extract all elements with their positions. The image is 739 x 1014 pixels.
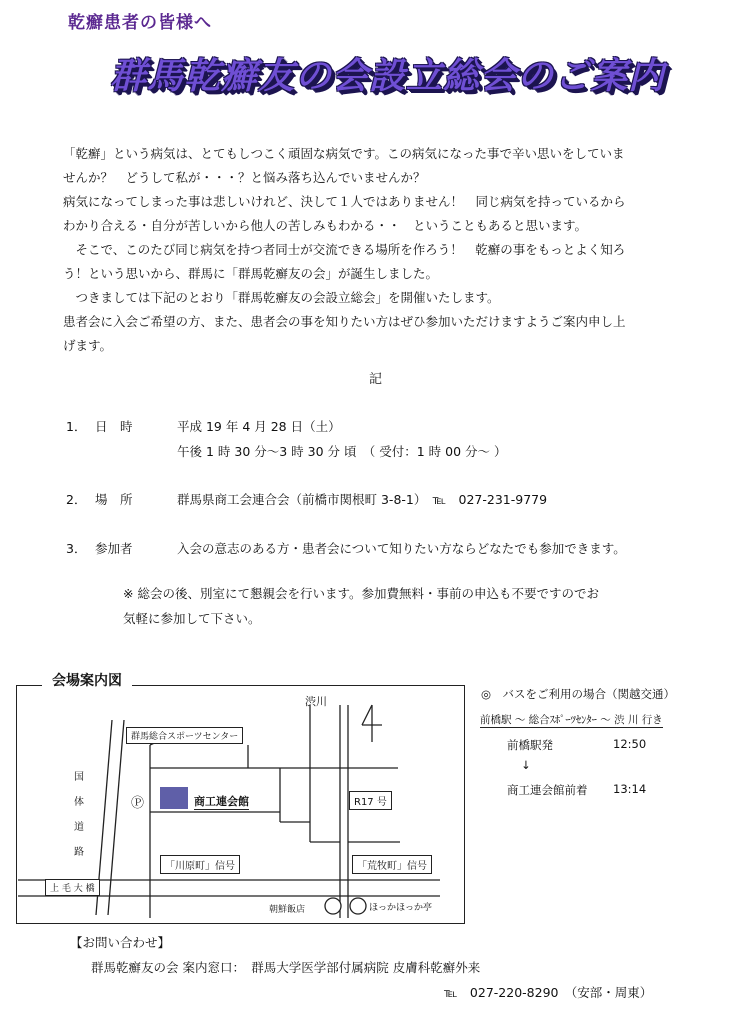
contact-tel: ℡ 027-220-8290 （安部・周東） (444, 985, 653, 1000)
intro-line: う！という思いから、群馬に「群馬乾癬友の会」が誕生しました。 (63, 266, 439, 281)
item-2-line-1: 群馬県商工会連合会（前橋市関根町 3-8-1） ℡ 027-231-9779 (177, 492, 548, 507)
item-3-line-1: 入会の意志のある方・患者会について知りたい方ならどなたでも参加できます。 (177, 541, 626, 556)
intro-line: 病気になってしまった事は悲しいけれど、決して１人ではありません！ 同じ病気を持っているから (63, 194, 626, 209)
label-shibukawa: 渋川 (305, 695, 327, 708)
item-1-label: 日 時 (95, 419, 133, 434)
bus-arrive-time: 13:14 (613, 782, 647, 796)
label-kokutai-4: 路 (74, 847, 84, 858)
item-2-label: 場 所 (95, 492, 133, 507)
arrow-down-icon: ↓ (521, 758, 531, 772)
north-mark (362, 705, 372, 725)
map-title: 会場案内図 (42, 670, 132, 690)
bus-arrive-label: 商工連会館前着 (507, 783, 588, 797)
label-kokutai-2: 体 (74, 797, 84, 808)
note-line-2: 気軽に参加して下さい。 (123, 611, 261, 626)
intro-line: わかり合える・自分が苦しいから他人の苦しみもわかる・・ ということもあると思います。 (63, 218, 588, 233)
intro-line: せんか？ どうして私が・・・？と悩み落ち込んでいませんか？ (63, 170, 426, 185)
label-kokutai-3: 道 (74, 822, 84, 833)
venue-marker (160, 787, 188, 809)
contact-heading: 【お問い合わせ】 (70, 935, 171, 950)
intro-line: つきましては下記のとおり「群馬乾癬友の会設立総会」を開催いたします。 (63, 290, 500, 305)
ki-heading: 記 (369, 372, 383, 387)
label-venue: 商工連会館 (194, 795, 249, 808)
intro-line: 「乾癬」という病気は、とてもしつこく頑固な病気です。この病気になった事で辛い思いをしていま (63, 146, 625, 161)
item-3-number: 3． (66, 541, 87, 556)
landmark-circle-chosen (325, 898, 341, 914)
label-kokutai-1: 国 (74, 772, 84, 783)
road-kokutai-edge (108, 720, 124, 915)
note-line-1: ※ 総会の後、別室にて懇親会を行います。参加費無料・事前の申込も不要ですのでお (123, 586, 599, 601)
contact-line: 群馬乾癬友の会 案内窓口： 群馬大学医学部付属病院 皮膚科乾癬外来 (91, 960, 481, 975)
label-sports-center: 群馬総合スポーツセンター (126, 727, 243, 744)
item-1-line-2: 午後 1 時 30 分～3 時 30 分 頃 （ 受付：1 時 00 分～ ） (177, 444, 507, 459)
parking-icon: Ⓟ (131, 796, 145, 811)
intro-line: 患者会に入会ご希望の方、また、患者会の事を知りたい方はぜひ参加いただけますようご案内申し上 (63, 314, 626, 329)
item-3-label: 参加者 (95, 541, 133, 556)
bus-depart-label: 前橋駅発 (507, 738, 553, 752)
label-kaminohashi: 上 毛 大 橋 (45, 879, 100, 896)
intro-line: そこで、このたび同じ病気を持つ者同士が交流できる場所を作ろう！ 乾癬の事をもっとよく知ろ (63, 242, 626, 257)
bus-heading: ◎ バスをご利用の場合（関越交通） (481, 687, 676, 701)
landmark-circle-hokka (350, 898, 366, 914)
label-hokka: ほっかほっか亭 (369, 903, 433, 913)
label-chosen-hanten: 朝鮮飯店 (269, 905, 306, 915)
item-2-number: 2． (66, 492, 87, 507)
bus-depart-time: 12:50 (613, 737, 647, 751)
item-1-number: 1． (66, 419, 87, 434)
label-kawaharacho-signal: 「川原町」信号 (160, 855, 240, 874)
bus-route: 前橋駅 ～ 総合ｽﾎﾟｰﾂｾﾝﾀｰ ～ 渋 川 行き (480, 714, 663, 726)
greeting-subtitle: 乾癬患者の皆様へ (68, 13, 212, 33)
label-aramaki-signal: 「荒牧町」信号 (352, 855, 432, 874)
intro-line: げます。 (63, 338, 113, 353)
item-1-line-1: 平成 19 年 4 月 28 日（土） (177, 419, 341, 434)
label-r17: R17 号 (349, 791, 392, 810)
page-title: 群馬乾癬友の会設立総会のご案内 (110, 56, 666, 97)
